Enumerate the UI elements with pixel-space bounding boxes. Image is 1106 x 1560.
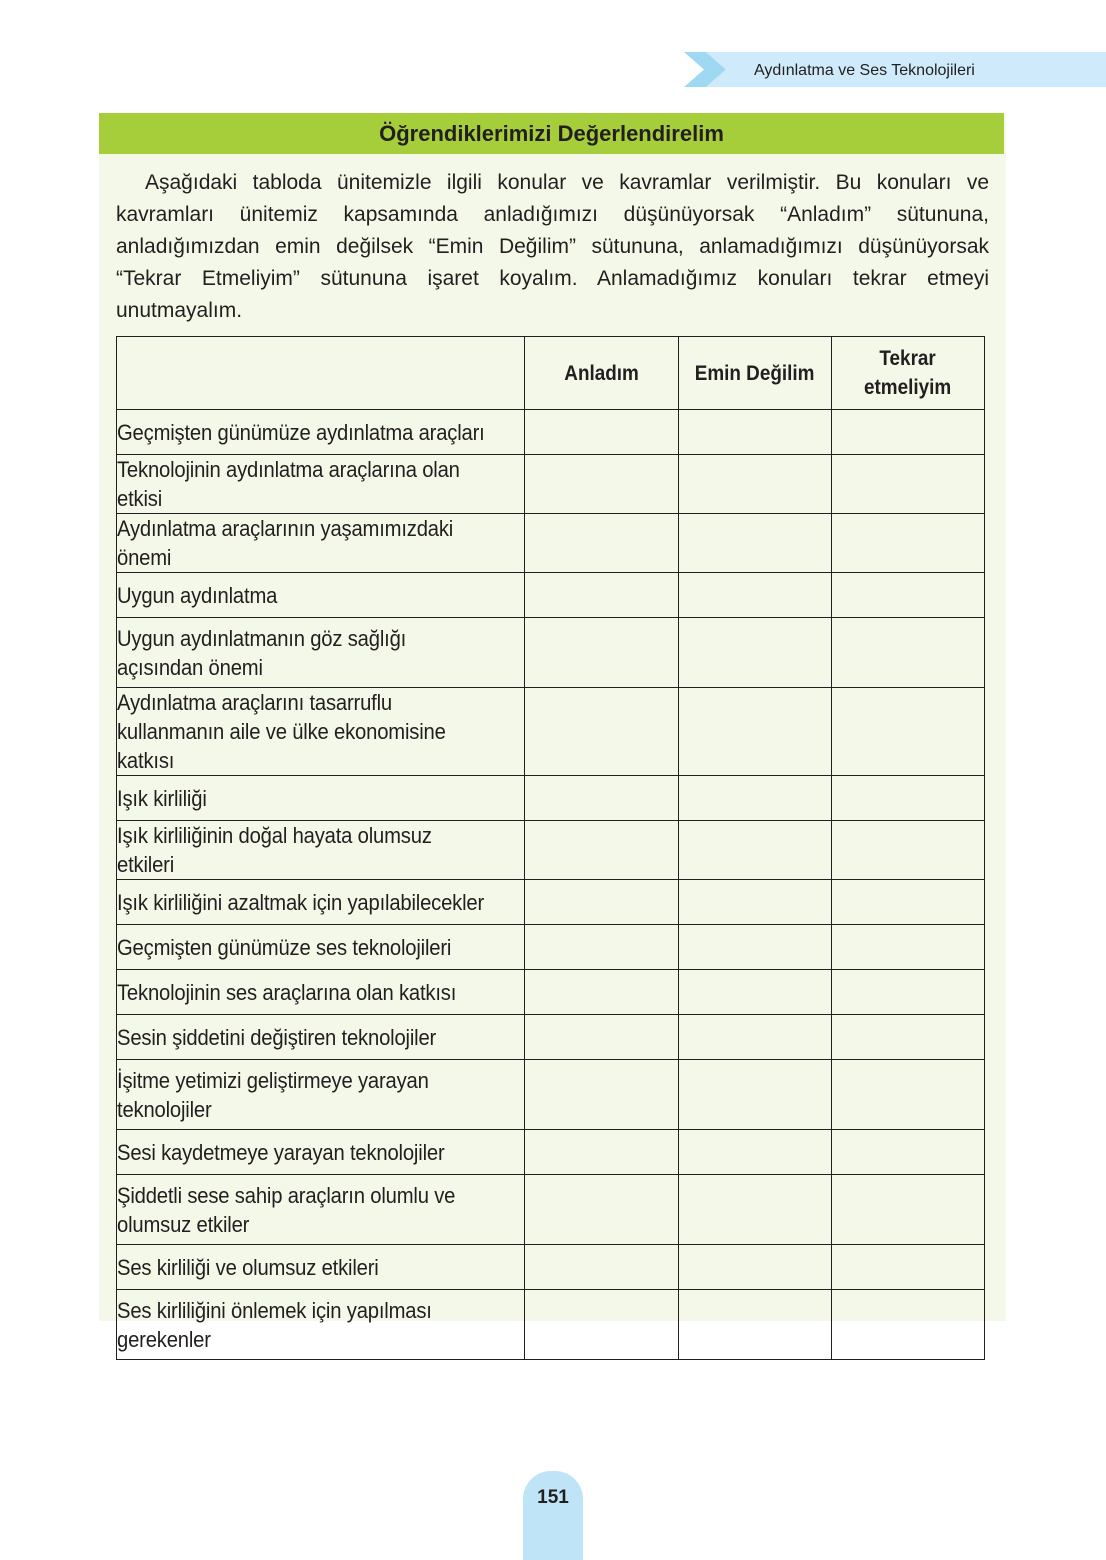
table-row xyxy=(117,573,985,618)
topic-label: Geçmişten günümüze aydınlatma araçları xyxy=(117,419,485,445)
topic-cell xyxy=(117,1060,525,1130)
check-cell-anladim[interactable] xyxy=(525,688,678,776)
topic-label: Sesin şiddetini değiştiren teknolojiler xyxy=(117,1024,437,1050)
topic-label: Teknolojinin aydınlatma araçlarına olan etkisi xyxy=(117,457,460,511)
check-cell-tekrar-etmeliyim[interactable] xyxy=(831,618,984,688)
check-cell-tekrar-etmeliyim[interactable] xyxy=(831,970,984,1015)
topic-cell xyxy=(117,410,525,455)
table-row xyxy=(117,970,985,1015)
topic-label: Teknolojinin ses araçlarına olan katkısı xyxy=(117,979,457,1005)
topic-cell xyxy=(117,514,525,573)
topic-label: Geçmişten günümüze ses teknolojileri xyxy=(117,934,452,960)
table-row xyxy=(117,1060,985,1130)
check-cell-tekrar-etmeliyim[interactable] xyxy=(831,1015,984,1060)
check-cell-emin-degilim[interactable] xyxy=(678,1175,831,1245)
check-cell-tekrar-etmeliyim[interactable] xyxy=(831,1060,984,1130)
page-number-tab xyxy=(523,1471,583,1560)
topic-label: İşitme yetimizi geliştirmeye yarayan teknolojiler xyxy=(117,1067,429,1122)
page-number: 151 xyxy=(537,1487,569,1508)
check-cell-anladim[interactable] xyxy=(525,514,678,573)
check-cell-emin-degilim[interactable] xyxy=(678,1015,831,1060)
check-cell-tekrar-etmeliyim[interactable] xyxy=(831,514,984,573)
check-cell-emin-degilim[interactable] xyxy=(678,880,831,925)
check-cell-emin-degilim[interactable] xyxy=(678,970,831,1015)
topic-cell xyxy=(117,1130,525,1175)
check-cell-tekrar-etmeliyim[interactable] xyxy=(831,573,984,618)
topic-label: Ses kirliliğini önlemek için yapılması gerekenler xyxy=(117,1297,432,1352)
column-header-tekrar-line1: Tekrar xyxy=(879,347,937,370)
table-header-row xyxy=(117,337,985,410)
table-row xyxy=(117,514,985,573)
topic-cell xyxy=(117,573,525,618)
topic-cell xyxy=(117,1290,525,1360)
topic-cell xyxy=(117,925,525,970)
topic-label: Uygun aydınlatma xyxy=(117,582,278,608)
check-cell-anladim[interactable] xyxy=(525,618,678,688)
topic-cell xyxy=(117,970,525,1015)
table-row xyxy=(117,1130,985,1175)
table-row xyxy=(117,1175,985,1245)
topic-cell xyxy=(117,1175,525,1245)
check-cell-emin-degilim[interactable] xyxy=(678,925,831,970)
check-cell-emin-degilim[interactable] xyxy=(678,410,831,455)
topic-label: Uygun aydınlatmanın göz sağlığı açısından önemi xyxy=(117,625,407,680)
table-body xyxy=(117,410,985,1360)
check-cell-emin-degilim[interactable] xyxy=(678,618,831,688)
check-cell-anladim[interactable] xyxy=(525,970,678,1015)
check-cell-tekrar-etmeliyim[interactable] xyxy=(831,1245,984,1290)
check-cell-anladim[interactable] xyxy=(525,410,678,455)
topic-cell xyxy=(117,455,525,514)
topic-cell xyxy=(117,1245,525,1290)
evaluation-table xyxy=(116,336,985,1360)
table-row xyxy=(117,776,985,821)
check-cell-tekrar-etmeliyim[interactable] xyxy=(831,925,984,970)
check-cell-anladim[interactable] xyxy=(525,880,678,925)
check-cell-emin-degilim[interactable] xyxy=(678,573,831,618)
topic-cell xyxy=(117,776,525,821)
check-cell-anladim[interactable] xyxy=(525,573,678,618)
topic-label: Şiddetli sese sahip araçların olumlu ve olumsuz etkiler xyxy=(117,1182,456,1237)
topic-label: Aydınlatma araçlarını tasarruflu kullanmanın aile ve ülke ekonomisine katkısı xyxy=(117,690,446,773)
topic-cell xyxy=(117,880,525,925)
check-cell-anladim[interactable] xyxy=(525,1290,678,1360)
column-header-anladim: Anladım xyxy=(533,337,671,410)
check-cell-tekrar-etmeliyim[interactable] xyxy=(831,776,984,821)
topic-cell xyxy=(117,1015,525,1060)
check-cell-anladim[interactable] xyxy=(525,925,678,970)
topic-label: Ses kirliliği ve olumsuz etkileri xyxy=(117,1254,379,1280)
check-cell-tekrar-etmeliyim[interactable] xyxy=(831,880,984,925)
column-header-emin-degilim: Emin Değilim xyxy=(686,337,824,410)
table-row xyxy=(117,618,985,688)
check-cell-anladim[interactable] xyxy=(525,455,678,514)
topic-label: Işık kirliliği xyxy=(117,785,207,811)
check-cell-anladim[interactable] xyxy=(525,1015,678,1060)
check-cell-anladim[interactable] xyxy=(525,1130,678,1175)
table-row xyxy=(117,1015,985,1060)
topic-cell xyxy=(117,618,525,688)
topic-cell xyxy=(117,821,525,880)
check-cell-tekrar-etmeliyim[interactable] xyxy=(831,688,984,776)
check-cell-anladim[interactable] xyxy=(525,821,678,880)
intro-text: Aşağıdaki tabloda ünitemizle ilgili konular ve kavramlar verilmiştir. Bu konuları ve kavramları ünitemiz kapsamında anladığımızı düşünüyorsak “Anladım” sütununa, anladığımızdan emin değilsek “Emin Değilim” sütununa, anlamadığımızı düşünüyorsak “Tekrar Etmeliyim” sütununa işaret koyalım. Anlamadığımız konuları tekrar etmeyi unutmayalım. xyxy=(116,171,989,322)
topic-cell xyxy=(117,688,525,776)
table-row xyxy=(117,880,985,925)
check-cell-emin-degilim[interactable] xyxy=(678,455,831,514)
table-row xyxy=(117,1245,985,1290)
check-cell-emin-degilim[interactable] xyxy=(678,1245,831,1290)
topic-label: Işık kirliliğini azaltmak için yapılabilecekler xyxy=(117,889,485,915)
check-cell-tekrar-etmeliyim[interactable] xyxy=(831,455,984,514)
column-header-tekrar-etmeliyim xyxy=(839,337,977,410)
check-cell-emin-degilim[interactable] xyxy=(678,688,831,776)
table-row xyxy=(117,1290,985,1360)
check-cell-emin-degilim[interactable] xyxy=(678,1290,831,1360)
column-header-topic xyxy=(137,337,505,410)
check-cell-emin-degilim[interactable] xyxy=(678,776,831,821)
check-cell-emin-degilim[interactable] xyxy=(678,514,831,573)
check-cell-anladim[interactable] xyxy=(525,1175,678,1245)
check-cell-tekrar-etmeliyim[interactable] xyxy=(831,410,984,455)
check-cell-emin-degilim[interactable] xyxy=(678,1060,831,1130)
check-cell-tekrar-etmeliyim[interactable] xyxy=(831,1175,984,1245)
topic-label: Işık kirliliğinin doğal hayata olumsuz etkileri xyxy=(117,823,432,877)
check-cell-tekrar-etmeliyim[interactable] xyxy=(831,821,984,880)
table-row xyxy=(117,688,985,776)
table-row xyxy=(117,925,985,970)
check-cell-emin-degilim[interactable] xyxy=(678,821,831,880)
check-cell-anladim[interactable] xyxy=(525,1060,678,1130)
topic-label: Sesi kaydetmeye yarayan teknolojiler xyxy=(117,1139,445,1165)
chapter-banner xyxy=(684,52,1106,87)
check-cell-emin-degilim[interactable] xyxy=(678,1130,831,1175)
check-cell-tekrar-etmeliyim[interactable] xyxy=(831,1130,984,1175)
table-row xyxy=(117,821,985,880)
topic-label: Aydınlatma araçlarının yaşamımızdaki önemi xyxy=(117,516,454,570)
table-row xyxy=(117,455,985,514)
column-header-tekrar-line2: etmeliyim xyxy=(864,376,952,399)
check-cell-anladim[interactable] xyxy=(525,1245,678,1290)
table-row xyxy=(117,410,985,455)
chapter-title: Aydınlatma ve Ses Teknolojileri xyxy=(754,62,975,79)
check-cell-tekrar-etmeliyim[interactable] xyxy=(831,1290,984,1360)
intro-paragraph xyxy=(116,167,989,327)
check-cell-anladim[interactable] xyxy=(525,776,678,821)
section-title: Öğrendiklerimizi Değerlendirelim xyxy=(99,113,1004,154)
